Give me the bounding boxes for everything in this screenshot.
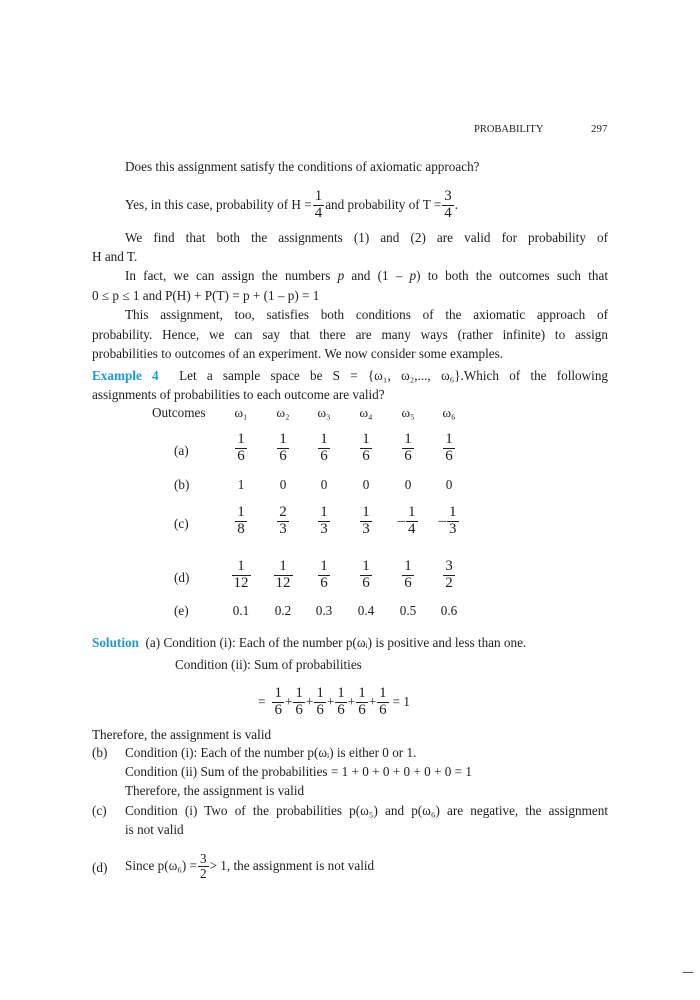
table-cell: $\frac{2}{3}$: [279, 504, 287, 537]
table-col-header: ω₅: [401, 405, 415, 420]
table-cell: – $\frac{1}{4}$: [397, 504, 416, 537]
table-cell: $\frac{1}{6}$: [320, 558, 328, 591]
table-row-label: (c): [174, 516, 189, 531]
sum-term-fraction: $\frac{1}{6}$: [337, 684, 345, 718]
paragraph-assignment-line2: probability. Hence, we can say that there are many ways (rather infinite) to assign: [92, 327, 608, 342]
solution-c-label: (c): [92, 803, 107, 818]
sum-term-fraction: $\frac{1}{6}$: [295, 684, 303, 718]
table-cell: 0: [404, 477, 412, 492]
sum-equals: =: [258, 694, 266, 709]
table-col-header: ω₆: [442, 405, 456, 420]
table-cell: 1: [237, 477, 245, 492]
solution-d-text-2: > 1, the assignment is not valid: [209, 858, 375, 873]
sum-plus: +: [284, 694, 293, 709]
table-cell: $\frac{1}{6}$: [237, 431, 245, 464]
answer-text-3: .: [454, 197, 459, 212]
table-cell: 0.4: [357, 603, 375, 618]
paragraph-fact-line1: In fact, we can assign the numbers p and (1 – p) to both the outcomes such that: [125, 268, 608, 283]
example-line1: Example 4 Let a sample space be S = {ω₁, ω₂,..., ω₆}.Which of the following: [92, 368, 609, 383]
paragraph-question: Does this assignment satisfy the conditions of axiomatic approach?: [125, 159, 480, 174]
solution-b2: Condition (ii) Sum of the probabilities = 1 + 0 + 0 + 0 + 0 + 0 = 1: [125, 764, 472, 779]
example-line2: assignments of probabilities to each outcome are valid?: [92, 387, 385, 402]
solution-b3: Therefore, the assignment is valid: [125, 783, 305, 798]
table-cell: $\frac{1}{8}$: [237, 504, 245, 537]
table-cell: 0: [362, 477, 370, 492]
solution-b-label: (b): [92, 745, 108, 760]
solution-d-line: [125, 846, 374, 886]
table-cell: 0.1: [232, 603, 250, 618]
table-cell: $\frac{1}{3}$: [320, 504, 328, 537]
table-col-header: ω₁: [234, 405, 248, 420]
table-cell: $\frac{1}{6}$: [404, 431, 412, 464]
table-cell: $\frac{1}{6}$: [320, 431, 328, 464]
table-head-outcomes: Outcomes: [152, 405, 206, 420]
table-cell: $\frac{3}{2}$: [445, 558, 453, 591]
running-header-title: PROBABILITY: [474, 124, 544, 135]
sum-term-fraction: $\frac{1}{6}$: [358, 684, 366, 718]
table-cell: 0.5: [399, 603, 417, 618]
table-cell: $\frac{1}{12}$: [275, 558, 291, 591]
table-cell: 0: [279, 477, 287, 492]
sum-result: = 1: [392, 694, 410, 709]
table-col-header: ω₃: [317, 405, 331, 420]
answer-text-2: and probability of T =: [325, 197, 442, 212]
solution-d-text-1: Since p(ω₆) =: [125, 858, 197, 873]
solution-line-a2: Condition (ii): Sum of probabilities: [175, 657, 362, 672]
sum-equation: [258, 682, 410, 722]
solution-c1: Condition (i) Two of the probabilities p(ω₅) and p(ω₆) are negative, the assignment: [125, 803, 608, 818]
fraction-t: $\frac{3}{4}$: [444, 187, 452, 221]
solution-b1: Condition (i): Each of the number p(ωᵢ) is either 0 or 1.: [125, 745, 417, 760]
example-label: Example 4: [92, 368, 159, 383]
table-cell: $\frac{1}{6}$: [362, 431, 370, 464]
sum-term-fraction: $\frac{1}{6}$: [316, 684, 324, 718]
sum-term-fraction: $\frac{1}{6}$: [379, 684, 387, 718]
paragraph-assignment-line1: This assignment, too, satisfies both conditions of the axiomatic approach of: [125, 307, 608, 322]
fraction-h: $\frac{1}{4}$: [314, 187, 323, 221]
table-cell: $\frac{1}{6}$: [362, 558, 370, 591]
solution-d-label: (d): [92, 860, 108, 875]
table-cell: $\frac{1}{3}$: [362, 504, 370, 537]
table-row-label: (d): [174, 570, 190, 585]
table-row-label: (a): [174, 443, 189, 458]
paragraph-fact-line2: 0 ≤ p ≤ 1 and P(H) + P(T) = p + (1 – p) = 1: [92, 288, 320, 303]
table-cell: $\frac{1}{6}$: [445, 431, 453, 464]
paragraph-assignment-line3: probabilities to outcomes of an experiment. We now consider some examples.: [92, 346, 504, 361]
table-cell: 0.2: [274, 603, 292, 618]
table-cell: $\frac{1}{12}$: [233, 558, 249, 591]
sum-plus: +: [347, 694, 356, 709]
table-cell: 0.6: [440, 603, 458, 618]
sum-plus: +: [368, 694, 377, 709]
solution-line-a3: Therefore, the assignment is valid: [92, 727, 272, 742]
paragraph-valid-line1: We find that both the assignments (1) and (2) are valid for probability of: [125, 230, 608, 245]
table-col-header: ω₄: [359, 405, 373, 420]
table-cell: 0.3: [315, 603, 333, 618]
solution-d-fraction: $\frac{3}{2}$: [199, 850, 207, 881]
answer-text-1: Yes, in this case, probability of H =: [125, 197, 312, 212]
table-cell: 0: [320, 477, 328, 492]
paragraph-answer: [125, 185, 458, 225]
solution-c2: is not valid: [125, 822, 184, 837]
table-cell: $\frac{1}{6}$: [404, 558, 412, 591]
table-col-header: ω₂: [276, 405, 290, 420]
page-number: 297: [591, 123, 608, 135]
table-cell: $\frac{1}{6}$: [279, 431, 287, 464]
table-cell: – $\frac{1}{3}$: [438, 504, 457, 537]
sum-plus: +: [305, 694, 314, 709]
table-row-label: (b): [174, 477, 190, 492]
sum-plus: +: [326, 694, 335, 709]
sum-term-fraction: $\frac{1}{6}$: [274, 684, 282, 718]
solution-label: Solution: [92, 635, 139, 650]
paragraph-valid-line2: H and T.: [92, 249, 138, 264]
corner-mark: [683, 972, 693, 973]
table-row-label: (e): [174, 603, 189, 618]
solution-line-a1: Solution (a) Condition (i): Each of the number p(ωᵢ) is positive and less than one.: [92, 635, 527, 650]
table-cell: 0: [445, 477, 453, 492]
